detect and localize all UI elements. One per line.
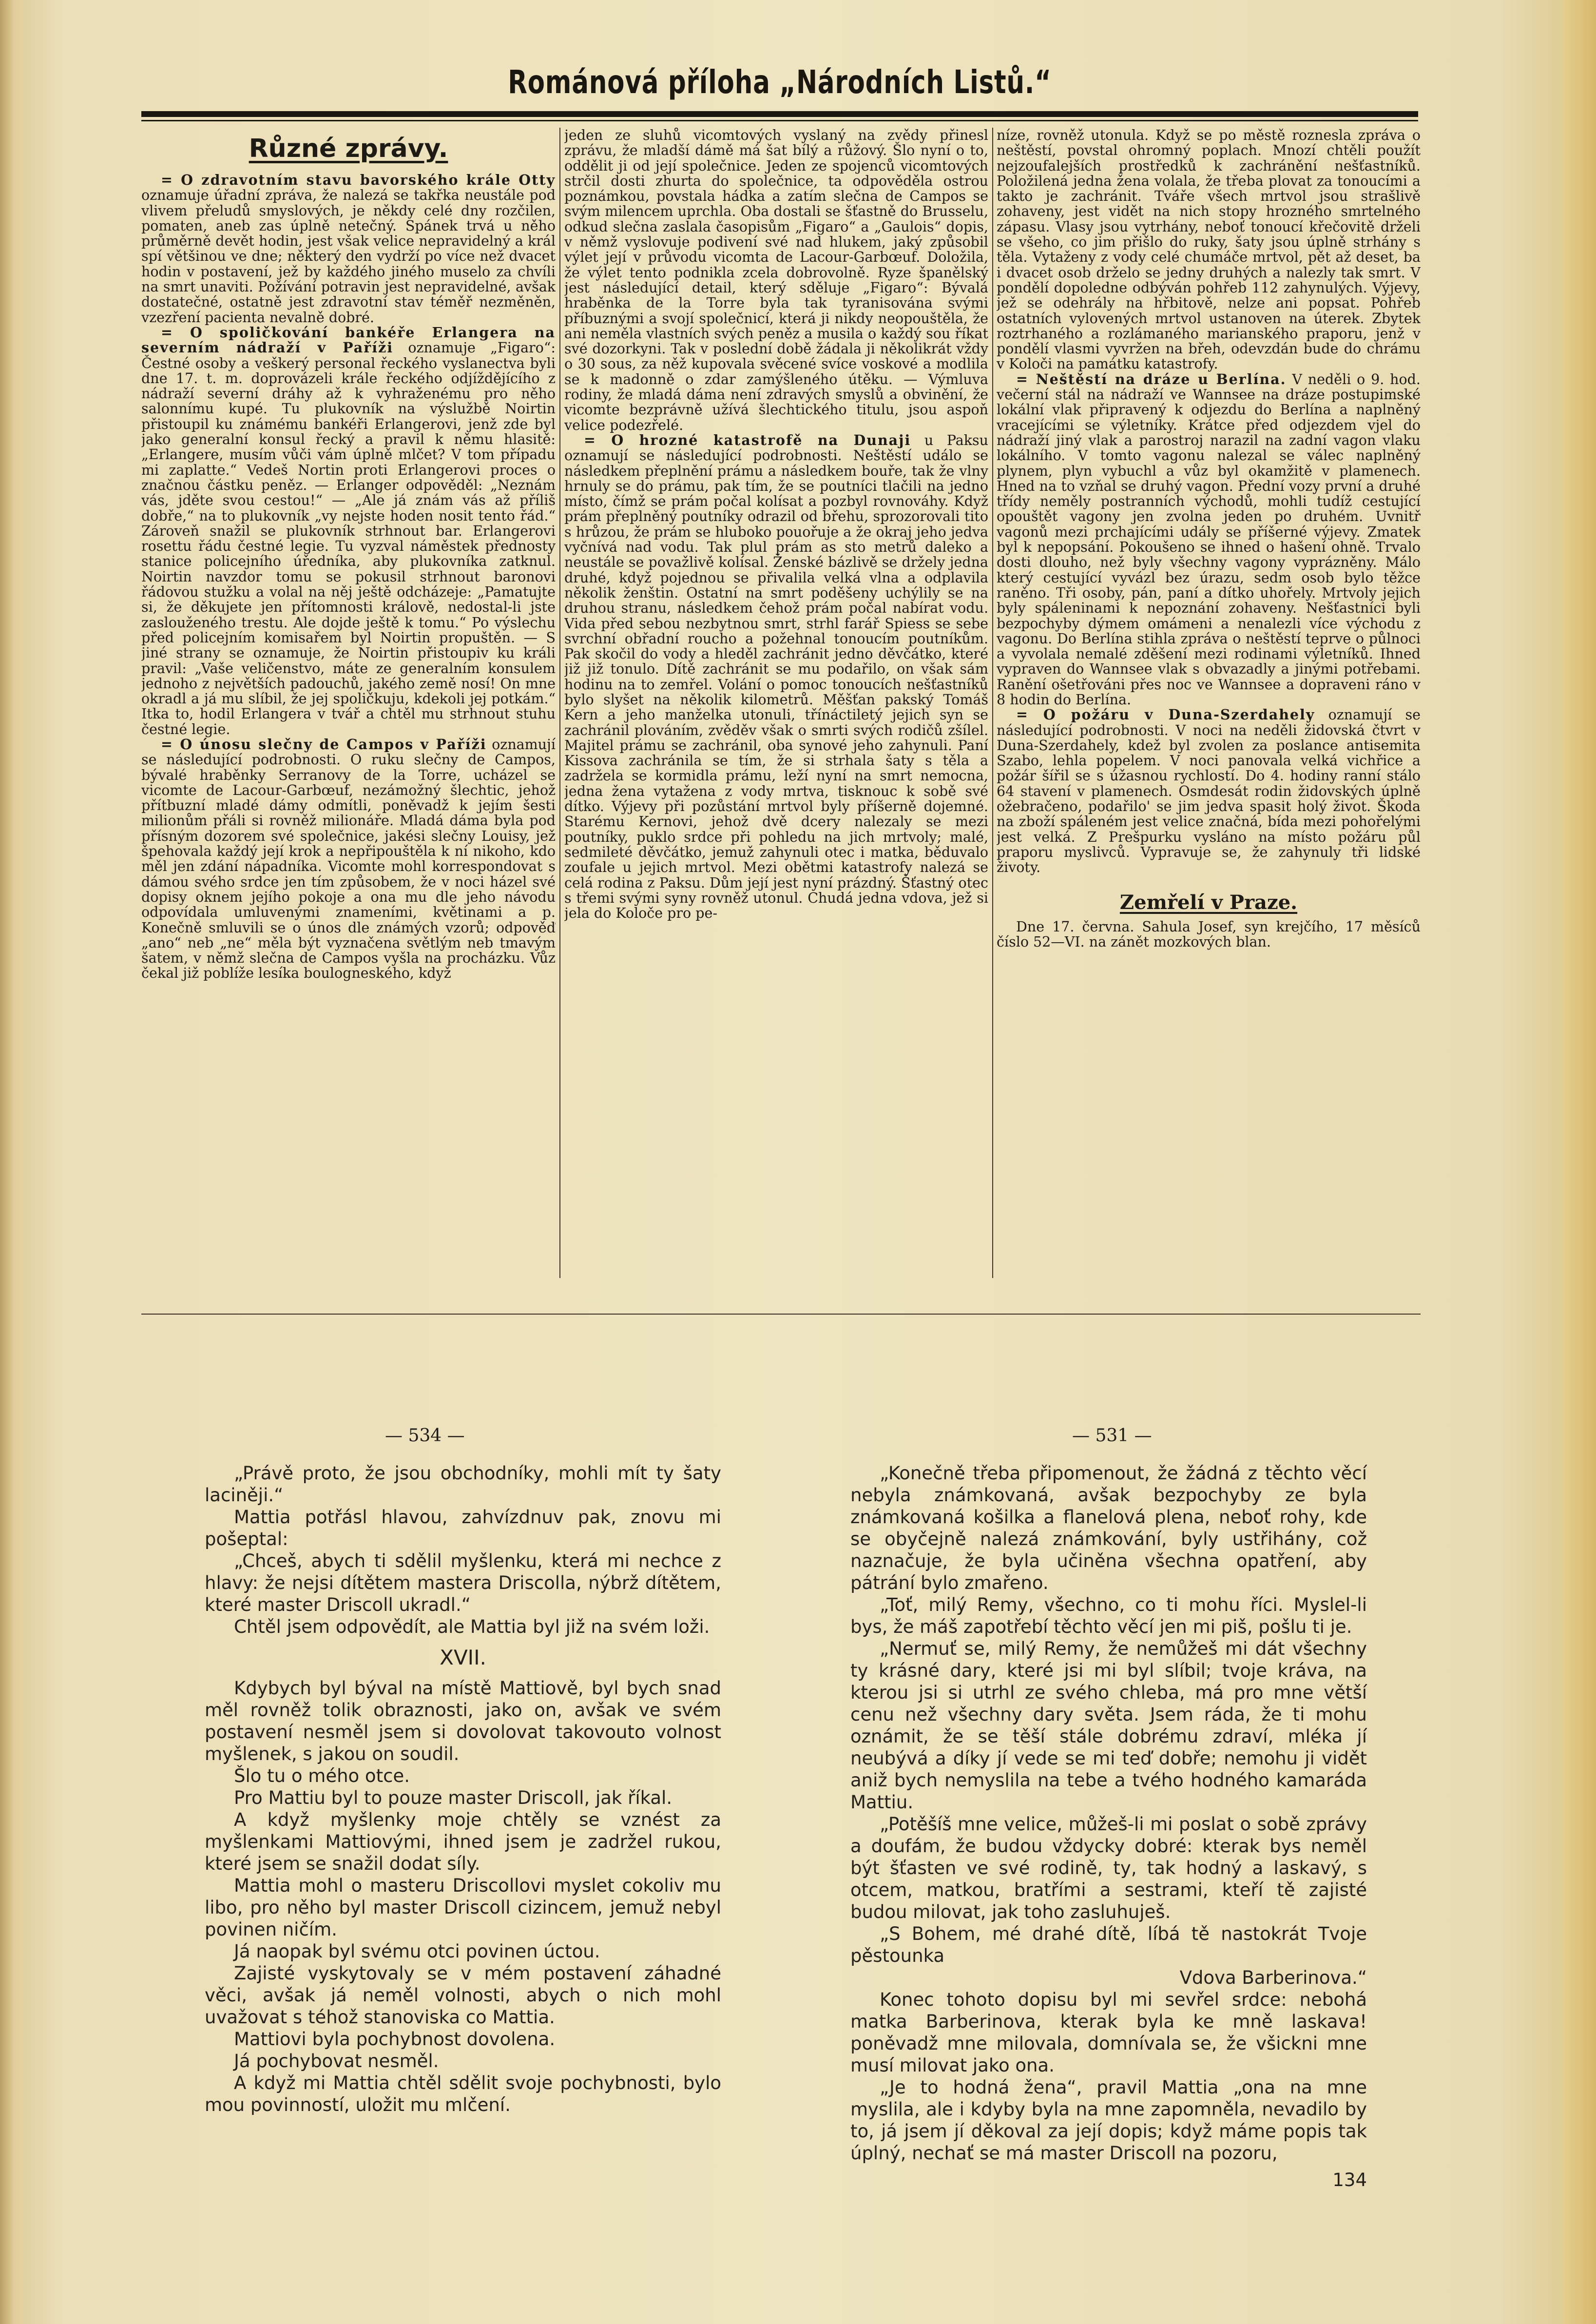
novel-paragraph: Pro Mattiu byl to pouze master Driscoll, jak říkal. xyxy=(234,1787,673,1808)
novel-page-right xyxy=(850,1462,1367,2242)
novel-paragraph: „Toť, milý Remy, všechno, co ti mohu říci. Myslel-li bys, že máš zapotřebí těchto věcí jen mi piš, pošlu ti je. xyxy=(850,1594,1367,1637)
cut-line xyxy=(141,1314,1421,1315)
page-edge xyxy=(1562,0,1596,2324)
news-item-text: oznamuje „Figaro“: Čestné osoby a veškerý personal řeckého vyslanectva byli dne 17. t. m. doprovázeli krále řeckého odjíždějícího z nádraží severní dráhy až k vyhraženému pro něho salonnímu kupé. Tu plukovník na výslužbě Noirtin přistoupil ku známému bankéři Erlangerovi, jenž zde byl jako generalní konsul řecký a pravil k němu hlasitě: „Erlangere, musím vůči vám úplně mlčet? V tom případu mi zaplatte.“ Vedeš Nortin proti Erlangerovi proces o značnou částku peněz. — Erlanger odpověděl: „Neznám vás, jděte svou cestou!“ — „Ale já znám vás až příliš dobře,“ na to plukovník „vy nejste hoden nosit tento řád.“ Zároveň snažil se plukovník strhnout bar. Erlangerovi rosettu řádu čestné legie. Tu vyzval náměstek přednosty stanice policejního úředníka, aby plukovníka zatknul. Noirtin navzdor tomu se pokusil strhnout baronovi řádovou stužku a volal na něj ještě odcházeje: „Pamatujte si, že děkujete jen přítomnosti králově, nedostal-li jste zaslouženého trestu. Ale dojde ještě k tomu.“ Po výslechu před policejním komisařem byl Noirtin propuštěn. — S jiné strany se oznamuje, že Noirtin přistoupiv ku králi pravil: „Vaše veličenstvo, máte ze generalním konsulem jednoho z největších padouchů, jakého země nosí! On mne okradl a já mu slíbil, že jej spoličkuju, kdekoli jej potkám.“ Itka to, hodil Erlangera v tvář a chtěl mu strhnout stuhu čestné legie. xyxy=(141,340,556,737)
masthead-rule-thin xyxy=(141,120,1418,121)
novel-paragraph: Mattia mohl o masteru Driscollovi myslet cokoliv mu libo, pro něho byl master Driscoll cizincem, jemuž nebyl povinen ničím. xyxy=(205,1875,721,1940)
news-item-text: níze, rovněž utonula. Když se po městě roznesla zpráva o neštěstí, povstal ohromný poplach. Mnozí chtěli použít nejzoufalejších prostředků k zachránění nešťastníků. Položilená jedna žena volala, že třeba plovat za tonoucími a takto je zachránit. Tváře všech mrtvol jsou strašlivě zohaveny, jest vidět na nich stopy hrozného smrtelného zápasu. Vlasy jsou vytrhány, neboť tonoucí křečovitě drželi se všeho, co jim přišlo do ruky, šaty jsou úplně strhány s těla. Vytaženy z vody celé chumáče mrtvol, pět až deset, ba i dvacet osob drželo se jedny druhých a nalezly tak smrt. V pondělí dopoledne odbýván pohřeb 112 zahynulých. Výjevy, jež se odehrály na hřbitově, nelze ani popsat. Pohřeb ostatních vylovených mrtvol ustanoven na úterek. Zbytek roztrhaného a rozlámaného marianského praporu, jenž v pondělí vlasmi vyvržen na břeh, odevzdán bude do chrámu v Koloči na památku katastrofy. xyxy=(997,128,1421,372)
column-3-body xyxy=(997,128,1421,875)
novel-paragraph: A když myšlenky moje chtěly se vznést za myšlenkami Mattiovými, ihned jsem je zadržel rukou, které jsem se snažil dodat síly. xyxy=(205,1809,721,1874)
news-item-text: u Paksu oznamují se následující podrobnosti. Neštěstí událo se následkem přeplnění prámu a následkem bouře, tak že vlny hrnuly se do prámu, pak tím, že se poutníci tlačili na jedno místo, čímž se prám počal kolísat a pozbyl rovnováhy. Když prám přeplněný poutníky odrazil od břehu, sprozorovali tito s hrůzou, že prám se hluboko pouořuje a že okraj jeho jedva vyčnívá nad vodu. Tak plul prám as sto metrů daleko a neustále se považlivě kolísal. Ženské bázlivě se držely jedna druhé, když pojednou se přivalila velká vlna a odplavila několik ženštin. Ostatní na smrt poděšeny uchýlily se na druhou stranu, následkem čehož prám počal nabírat vodu. Vida před sebou nezbytnou smrt, strhl farář Spiess se sebe svrchní obřadní roucho a požehnal tonoucím poutníkům. Pak skočil do vody a hleděl zachránit jedno děvčátko, které již již tonulo. Dítě zachránit se mu podařilo, on však sám hodinu na to zemřel. Volání o pomoc tonoucích nešťastníků bylo slyšet na několik kilometrů. Měšťan pakský Tomáš Kern a jeho manželka utonuli, třínáctiletý jejich syn se zachránil plováním, zvěděv však o smrti svých rodičů zšílel. Majitel prámu se zachránil, oba synové jeho zahynuli. Paní Kissova zachránila se tím, že si strhala šaty s těla a zadržela se kormidla prámu, leží nyní na smrt nemocna, jedna žena vytažena z vody mrtva, tisknouc k sobě své dítko. Výjevy při pozůstání mrtvol byly příšerně dojemné. Starému Kernovi, jehož dvě dcery nalezaly se mezi poutníky, puklo srdce při pohledu na jich mrtvoly; malé, sedmileté děvčátko, jemuž zahynuli otec i matka, běduvalo zoufale u jejich mrtvol. Mezi obětmi katastrofy nalezá se celá rodina z Paksu. Dům její jest nyní prázdný. Šťastný otec s třemi svými syny rovněž utonul. Chudá jedna vdova, jež si jela do Koloče pro pe- xyxy=(564,432,988,922)
novel-paragraph: Chtěl jsem odpovědít, ale Mattia byl již na svém loži. xyxy=(234,1616,710,1637)
news-item-text: jeden ze sluhů vicomtových vyslaný na zvědy přinesl zprávu, že mladší dámě má šat bílý a růžový. Šlo nyní o to, oddělit ji od její společnice. Jeden ze spojenců vicomtových strčil dosti zhurta do společnice, ta odpověděla ostrou poznámkou, povstala hádka a zatím slečna de Campos se svým milencem uprchla. Oba dostali se šťastně do Brusselu, odkud slečna zaslala časopisům „Figaro“ a „Gaulois“ dopis, v němž vyslovuje podivení své nad hlukem, jaký způsobil výlet její v průvodu vicomta de Lacour-Garbœuf. Doložila, že výlet tento podnikla zcela dobrovolně. Ryze španělský jest následující detail, který sděluje „Figaro“: Bývalá hraběnka de la Torre byla tak tyranisována svými příbuznými a svojí společnicí, která ji nikdy neopouštěla, že ani neměla vlastních svých peněz a musila o každý sou říkat své dozorkyni. Tak v poslední době žádala ji několikrát vždy o 30 sous, za něž kupovala svěcené svíce voskové a modlila se k madonně o zdar zamýšleného útěku. — Výmluva rodiny, že mladá dáma není zdravých smyslů a obvinění, že vicomte bezprávně užívá šlechtického titulu, jsou aspoň velice podezřelé. xyxy=(564,128,988,433)
news-column-3 xyxy=(997,128,1421,1298)
novel-paragraph: „S Bohem, mé drahé dítě, líbá tě nastokrát Tvoje pěstounka xyxy=(850,1923,1367,1966)
news-item-lead: = O hrozné katastrofě na Dunaji xyxy=(584,431,911,448)
column-divider xyxy=(992,128,993,1278)
novel-paragraph: „Právě proto, že jsou obchodníky, mohli mít ty šaty laciněji.“ xyxy=(205,1463,721,1506)
news-column-2 xyxy=(564,128,988,1298)
novel-page-left xyxy=(205,1462,721,2242)
news-column-1 xyxy=(141,128,556,1298)
news-item xyxy=(997,128,1421,372)
chapter-heading: XVII. xyxy=(440,1646,486,1669)
column-1-body xyxy=(141,173,556,981)
novel-paragraph: „Chceš, abych ti sdělil myšlenku, která mi nechce z hlavy: že nejsi dítětem mastera Driscolla, nýbrž dítětem, které master Driscoll ukradl.“ xyxy=(205,1550,721,1615)
obituary-text: Dne 17. června. Sahula Josef, syn krejčího, 17 měsíců číslo 52—VI. na zánět mozkových blan. xyxy=(997,918,1421,950)
novel-paragraph: „Potěšíš mne velice, můžeš-li mi poslat o sobě zprávy a doufám, že budou vždycky dobré: kterak bys neměl být šťasten ve své rodině, ty, tak hodný a laskavý, s otcem, matkou, bratřími a sestrami, kteří tě zajisté budou milovat, jak toho zasluhuješ. xyxy=(850,1814,1367,1922)
obituary-title: Zemřelí v Praze. xyxy=(1119,891,1298,914)
novel-paragraph: Já naopak byl svému otci povinen úctou. xyxy=(234,1941,600,1962)
novel-folio: 134 xyxy=(1332,2169,1367,2190)
masthead-rule xyxy=(141,111,1418,117)
masthead: Románová příloha „Národních Listů.“ xyxy=(508,63,1052,101)
page-number-right: — 531 — xyxy=(1072,1426,1152,1446)
news-item-text: oznamují se následující podrobnosti. O ruku slečny de Campos, bývalé hraběnky Serranovy de la Torre, ucházel se vicomte de Lacour-Garbœuf, nezámožný šlechtic, jehož přítbuzní mladé dámy odmítli, poněvadž k jejím šesti milionům přáli si rovněž milionáře. Mladá dáma byla pod přísným dozorem své společnice, jakési slečny Louisy, jež špehovala každý její krok a nepřipouštěla k ní nikoho, kdo měl jen zdání nápadníka. Vicomte mohl korrespondovat s dámou svého srdce jen tím způsobem, že v noci házel své dopisy oknem jejího pokoje a ona mu dle jeho návodu odpovídala umluvenými znameními, květinami a p. Konečně smluvili se o únos dle známých vzorů; odpověď „ano“ neb „ne“ měla být vyznačena světlým neb tmavým šatem, v němž slečna de Campos vyšla na procházku. Vůz čekal již poblíže lesíka boulogneského, když xyxy=(141,736,556,982)
novel-left-text xyxy=(205,1462,721,2116)
news-item xyxy=(141,737,556,981)
novel-paragraph: Já pochybovat nesměl. xyxy=(234,2051,439,2072)
news-item-lead: = O únosu slečny de Campos v Paříži xyxy=(161,736,487,753)
binding-edge xyxy=(0,0,14,2324)
novel-paragraph: Mattiovi byla pochybnost dovolena. xyxy=(234,2029,556,2050)
novel-paragraph: A když mi Mattia chtěl sdělit svoje pochybnosti, bylo mou povinností, uložit mu mlčení. xyxy=(205,2072,721,2115)
news-item xyxy=(564,433,988,921)
novel-paragraph: Šlo tu o mého otce. xyxy=(234,1765,410,1786)
page-number-left: — 534 — xyxy=(385,1426,465,1446)
column-2-body xyxy=(564,128,988,921)
news-item-lead: = O požáru v Duna-Szerdahely xyxy=(1016,706,1315,723)
news-item xyxy=(997,372,1421,708)
news-item-lead: = O spoličkování bankéře Erlangera na severním nádraží v Paříži xyxy=(141,324,556,356)
news-item xyxy=(564,128,988,433)
news-item xyxy=(997,707,1421,875)
novel-paragraph: Konec tohoto dopisu byl mi sevřel srdce: nebohá matka Barberinova, kterak byla ke mně laskava! poněvadž mne milovala, domnívala se, že všickni mne musí milovat jako ona. xyxy=(850,1989,1367,2076)
novel-paragraph: „Je to hodná žena“, pravil Mattia „ona na mne myslila, ale i kdyby byla na mne zapomněla, nevadilo by to, já jsem jí děkoval za její dopis; když máme popis tak úplný, nechať se má master Driscoll na pozoru, xyxy=(850,2077,1367,2164)
news-item-lead: = O zdravotním stavu bavorského krále Otty xyxy=(161,172,556,188)
novel-right-text xyxy=(850,1462,1367,2164)
column-divider xyxy=(559,128,560,1278)
novel-paragraph: Zajisté vyskytovaly se v mém postavení záhadné věci, avšak já neměl volnosti, abych o nich mohl uvažovat s téhož stanoviska co Mattia. xyxy=(205,1963,721,2028)
news-item-lead: = Neštěstí na dráze u Berlína. xyxy=(1016,370,1287,387)
news-item-text: V neděli o 9. hod. večerní stál na nádraží ve Wannsee na dráze postupimské lokální vlak připravený k odjezdu do Berlína a naplněný vracejícími se výletníky. Krátce před odjezdem vjel do nádraží jiný vlak a parostroj narazil na zadní vagon vlaku lokálního. V tomto vagonu nalezal se válec naplněný plynem, plyn vybuchl a vůz byl okamžitě v plamenech. Hned na to vzňal se druhý vagon. Přední vozy první a druhé třídy neměly postranních východů, mohli tudíž cestující opouštět vagony jen zvolna jeden po druhém. Uvnitř vagonů mezi prchajícími udály se příšerné výjevy. Zmatek byl k nepopsání. Pokoušeno se ihned o hašení ohně. Trvalo dosti dlouho, než byly všechny vagony vyprázněny. Málo který cestující vyvázl bez úrazu, sedm osob bylo těžce raněno. Tři osoby, pán, paní a dítko uhořely. Mrtvoly jejich byly spáleninami k nepoznání zohaveny. Nešťastníci byli bezpochyby dýmem omámeni a nenalezli více východu z vagonu. Do Berlína stihla zpráva o neštěstí teprve o půlnoci a vyvolala nemalé zděšení mezi rodinami výletníků. Ihned vypraven do Wannsee vlak s obvazadly a jinými potřebami. Ranění ošetřováni přes noc ve Wannsee a dopraveni ráno v 8 hodin do Berlína. xyxy=(997,371,1421,708)
news-item-text: oznamují se následující podrobnosti. V noci na neděli židovská čtvrt v Duna-Szerdahely, kdež byl zvolen za poslance antisemita Szabo, lehla popelem. V noci panovala velká vichřice a požár šířil se s úžasnou rychlostí. Do 4. hodiny ranní stálo 64 stavení v plamenech. Osmdesát rodin židovských úplně ožebračeno, podařilo' se jim jedva spasit holý život. Škoda na zboží spáleném jest velice značná, bída mezi pohořelými jest velká. Z Prešpurku vysláno na místo požáru půl praporu myslivců. Vypravuje se, že zahynuly tři lidské životy. xyxy=(997,707,1421,876)
novel-paragraph: „Nermuť se, milý Remy, že nemůžeš mi dát všechny ty krásné dary, které jsi mi byl slíbil; tvoje kráva, na kterou jsi si utrhl ze svého chleba, má pro mne větší cenu než všechny dary světa. Jsem ráda, že ti mohu oznámit, že se těší stále dobrému zdraví, mléka jí neubývá a díky jí vede se mi teď dobře; nemohu ji vidět aniž bych nemyslila na tebe a tvého hodného kamaráda Mattiu. xyxy=(850,1638,1367,1813)
novel-paragraph: „Konečně třeba připomenout, že žádná z těchto věcí nebyla známkovaná, avšak bezpochyby ze byla známkovaná košilka a flanelová plena, neboť rohy, kde se obyčejně nalezá známkování, byly ustřihány, což naznačuje, že byla učiněna všechna opatření, aby pátrání bylo zmařeno. xyxy=(850,1463,1367,1593)
novel-paragraph: Kdybych byl býval na místě Mattiově, byl bych snad měl rovněž tolik obraznosti, jako on, avšak ve svém postavení nesměl jsem si dovolovat takovouto volnost myšlenek, s jakou on soudil. xyxy=(205,1678,721,1764)
news-item-text: oznamuje úřadní zpráva, že nalezá se takřka neustále pod vlivem přeludů smyslových, je někdy celé dny rozčilen, pomaten, aneb zas úplně netečný. Spánek trvá u něho průměrně devět hodin, jest však velice nepravidelný a král spí většinou ve dne; některý den vydrží po více než dvacet hodin v postavení, jež by každého jiného muselo za chvíli na smrt unaviti. Požívání potravin jest nepravidelné, avšak dostatečné, ostatně jest zdravotní stav téměř nezměněn, vzezření pacienta nevalně dobré. xyxy=(141,187,556,326)
news-item xyxy=(141,325,556,737)
news-item xyxy=(141,173,556,325)
novel-paragraph: Mattia potřásl hlavou, zahvízdnuv pak, znovu mi pošeptal: xyxy=(205,1507,721,1549)
section-title: Různé zprávy. xyxy=(249,134,448,163)
novel-paragraph: Vdova Barberinova.“ xyxy=(1179,1967,1367,1988)
